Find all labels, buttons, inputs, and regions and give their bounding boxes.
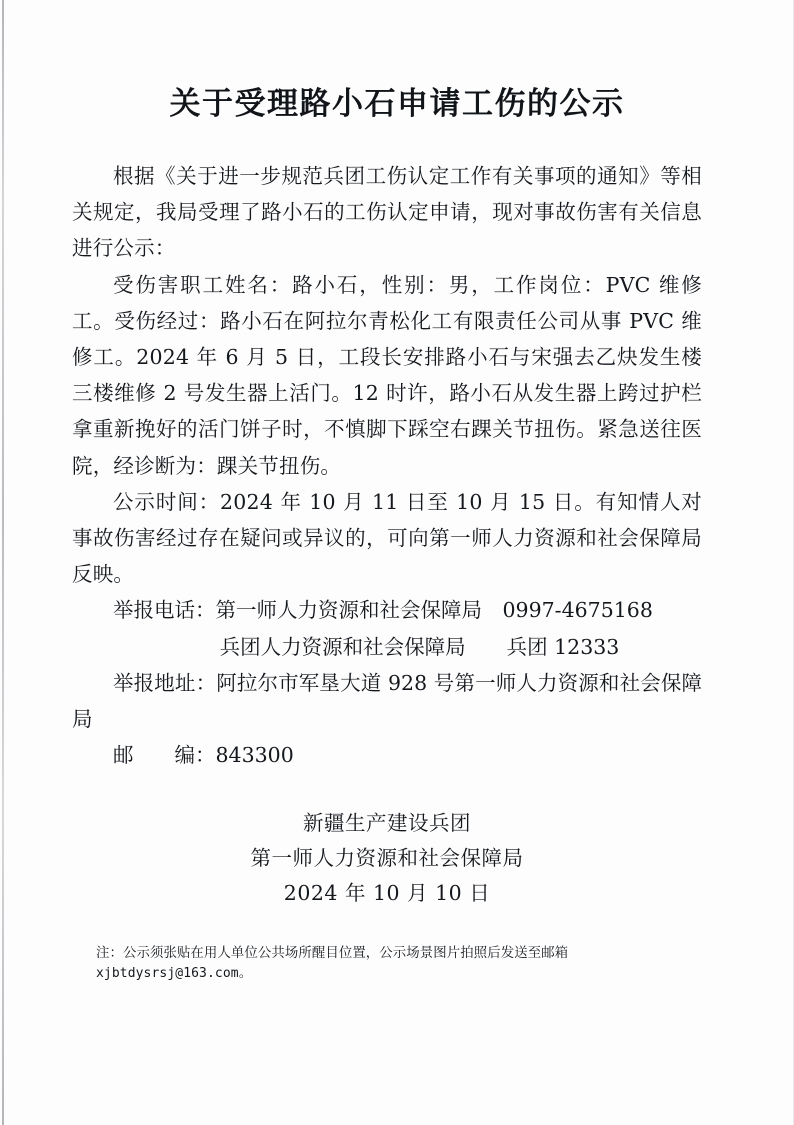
scan-edge-artifact-left xyxy=(2,0,4,1125)
report-phone-org-1: 第一师人力资源和社会保障局 xyxy=(215,598,482,623)
footer-note xyxy=(96,944,726,984)
footer-note-suffix: 。 xyxy=(238,966,253,981)
report-phone-label: 举报电话： xyxy=(113,598,216,623)
report-phone-row-2 xyxy=(72,629,702,665)
report-phone-number-1: 0997-4675168 xyxy=(502,598,653,623)
signature-issuer-org: 新疆生产建设兵团 xyxy=(303,811,471,835)
report-address-label: 举报地址： xyxy=(113,670,217,695)
paragraph-publicity-period: 公示时间：2024 年 10 月 11 日至 10 月 15 日。有知情人对事故伤害经过存在疑问或异议的，可向第一师人力资源和社会保障局反映。 xyxy=(72,489,702,587)
page-title: 关于受理路小石申请工伤的公示 xyxy=(169,86,625,122)
report-address-value: 阿拉尔市军垦大道 928 号第一师人力资源和社会保障局 xyxy=(72,670,702,732)
signature-issuer-bureau: 第一师人力资源和社会保障局 xyxy=(250,846,524,870)
signature-date: 2024 年 10 月 10 日 xyxy=(283,881,491,905)
report-phone-row-1 xyxy=(72,592,702,628)
postal-code-row xyxy=(72,737,702,773)
footer-note-email: xjbtdysrsj@163.com xyxy=(96,966,239,981)
postal-code-value: 843300 xyxy=(215,743,294,768)
paragraph-basis: 根据《关于进一步规范兵团工伤认定工作有关事项的通知》等相关规定，我局受理了路小石的工伤认定申请，现对事故伤害有关信息进行公示： xyxy=(72,164,702,261)
signature-block xyxy=(0,806,794,911)
report-phone-org-2: 兵团人力资源和社会保障局 xyxy=(219,634,466,659)
report-address-row xyxy=(72,665,702,737)
postal-code-label: 邮 编： xyxy=(113,743,216,768)
paragraph-incident-details: 受伤害职工姓名：路小石，性别：男，工作岗位：PVC 维修工。受伤经过：路小石在阿拉尔青松化工有限责任公司从事 PVC 维修工。2024 年 6 月 5 日，工段长安排路小石与宋强去乙炔发生楼三楼维修 2 号发生器上活门。12 时许，路小石从发生器上跨过护栏拿重新挽好的活门饼子时，不慎脚下踩空右踝关节扭伤。紧急送往医院，经诊断为：踝关节扭伤。 xyxy=(72,272,702,478)
report-phone-number-2: 兵团 12333 xyxy=(506,634,620,659)
footer-note-prefix: 注：公示须张贴在用人单位公共场所醒目位置，公示场景图片拍照后发送至邮箱 xyxy=(96,946,569,961)
document-body xyxy=(72,158,702,773)
